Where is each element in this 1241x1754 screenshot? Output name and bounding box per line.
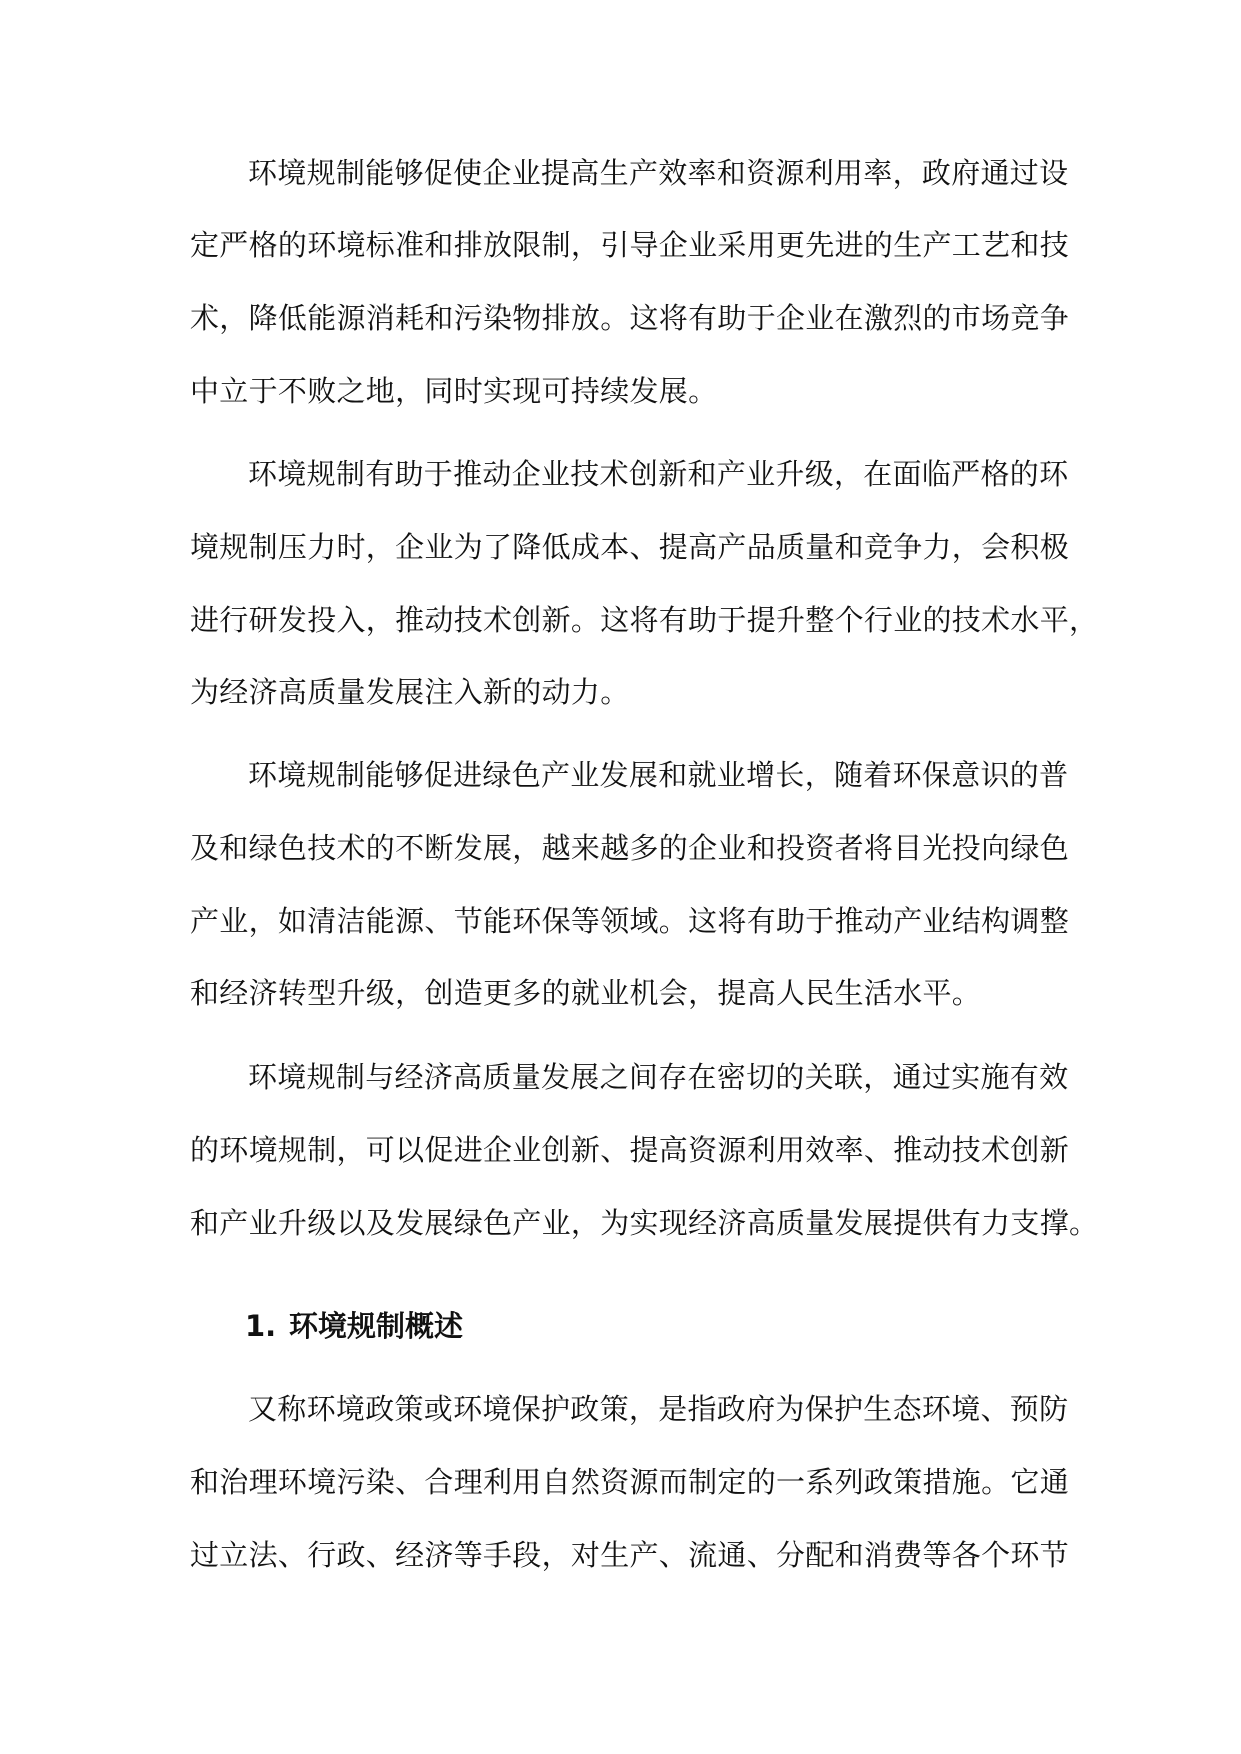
paragraph-3-line-2: 及和绿色技术的不断发展，越来越多的企业和投资者将目光投向绿色 xyxy=(190,831,1070,865)
paragraph-2-line-3: 进行研发投入，推动技术创新。这将有助于提升整个行业的技术水平， xyxy=(190,603,1099,637)
section-paragraph-line-2: 和治理环境污染、合理利用自然资源而制定的一系列政策措施。它通 xyxy=(190,1465,1070,1499)
paragraph-1-line-2: 定严格的环境标准和排放限制，引导企业采用更先进的生产工艺和技 xyxy=(190,228,1070,262)
paragraph-1-line-4: 中立于不败之地，同时实现可持续发展。 xyxy=(190,374,718,408)
paragraph-4-line-2: 的环境规制，可以促进企业创新、提高资源利用效率、推动技术创新 xyxy=(190,1133,1070,1167)
paragraph-1-line-1: 环境规制能够促使企业提高生产效率和资源利用率，政府通过设 xyxy=(248,156,1069,190)
section-paragraph-line-1: 又称环境政策或环境保护政策，是指政府为保护生态环境、预防 xyxy=(248,1392,1069,1426)
section-heading xyxy=(245,1301,463,1351)
section-heading-number: 1. xyxy=(245,1309,277,1343)
section-paragraph-line-3: 过立法、行政、经济等手段，对生产、流通、分配和消费等各个环节 xyxy=(190,1538,1070,1572)
paragraph-2-line-4: 为经济高质量发展注入新的动力。 xyxy=(190,675,630,709)
paragraph-2-line-2: 境规制压力时，企业为了降低成本、提高产品质量和竞争力，会积极 xyxy=(190,530,1070,564)
paragraph-3-line-3: 产业，如清洁能源、节能环保等领域。这将有助于推动产业结构调整 xyxy=(190,904,1070,938)
paragraph-2-line-1: 环境规制有助于推动企业技术创新和产业升级，在面临严格的环 xyxy=(248,457,1069,491)
section-heading-title: 环境规制概述 xyxy=(289,1309,464,1343)
paragraph-4-line-3: 和产业升级以及发展绿色产业，为实现经济高质量发展提供有力支撑。 xyxy=(190,1206,1099,1240)
paragraph-3-line-1: 环境规制能够促进绿色产业发展和就业增长，随着环保意识的普 xyxy=(248,758,1069,792)
paragraph-3-line-4: 和经济转型升级，创造更多的就业机会，提高人民生活水平。 xyxy=(190,976,982,1010)
paragraph-1-line-3: 术，降低能源消耗和污染物排放。这将有助于企业在激烈的市场竞争 xyxy=(190,301,1070,335)
paragraph-4-line-1: 环境规制与经济高质量发展之间存在密切的关联，通过实施有效 xyxy=(248,1060,1069,1094)
